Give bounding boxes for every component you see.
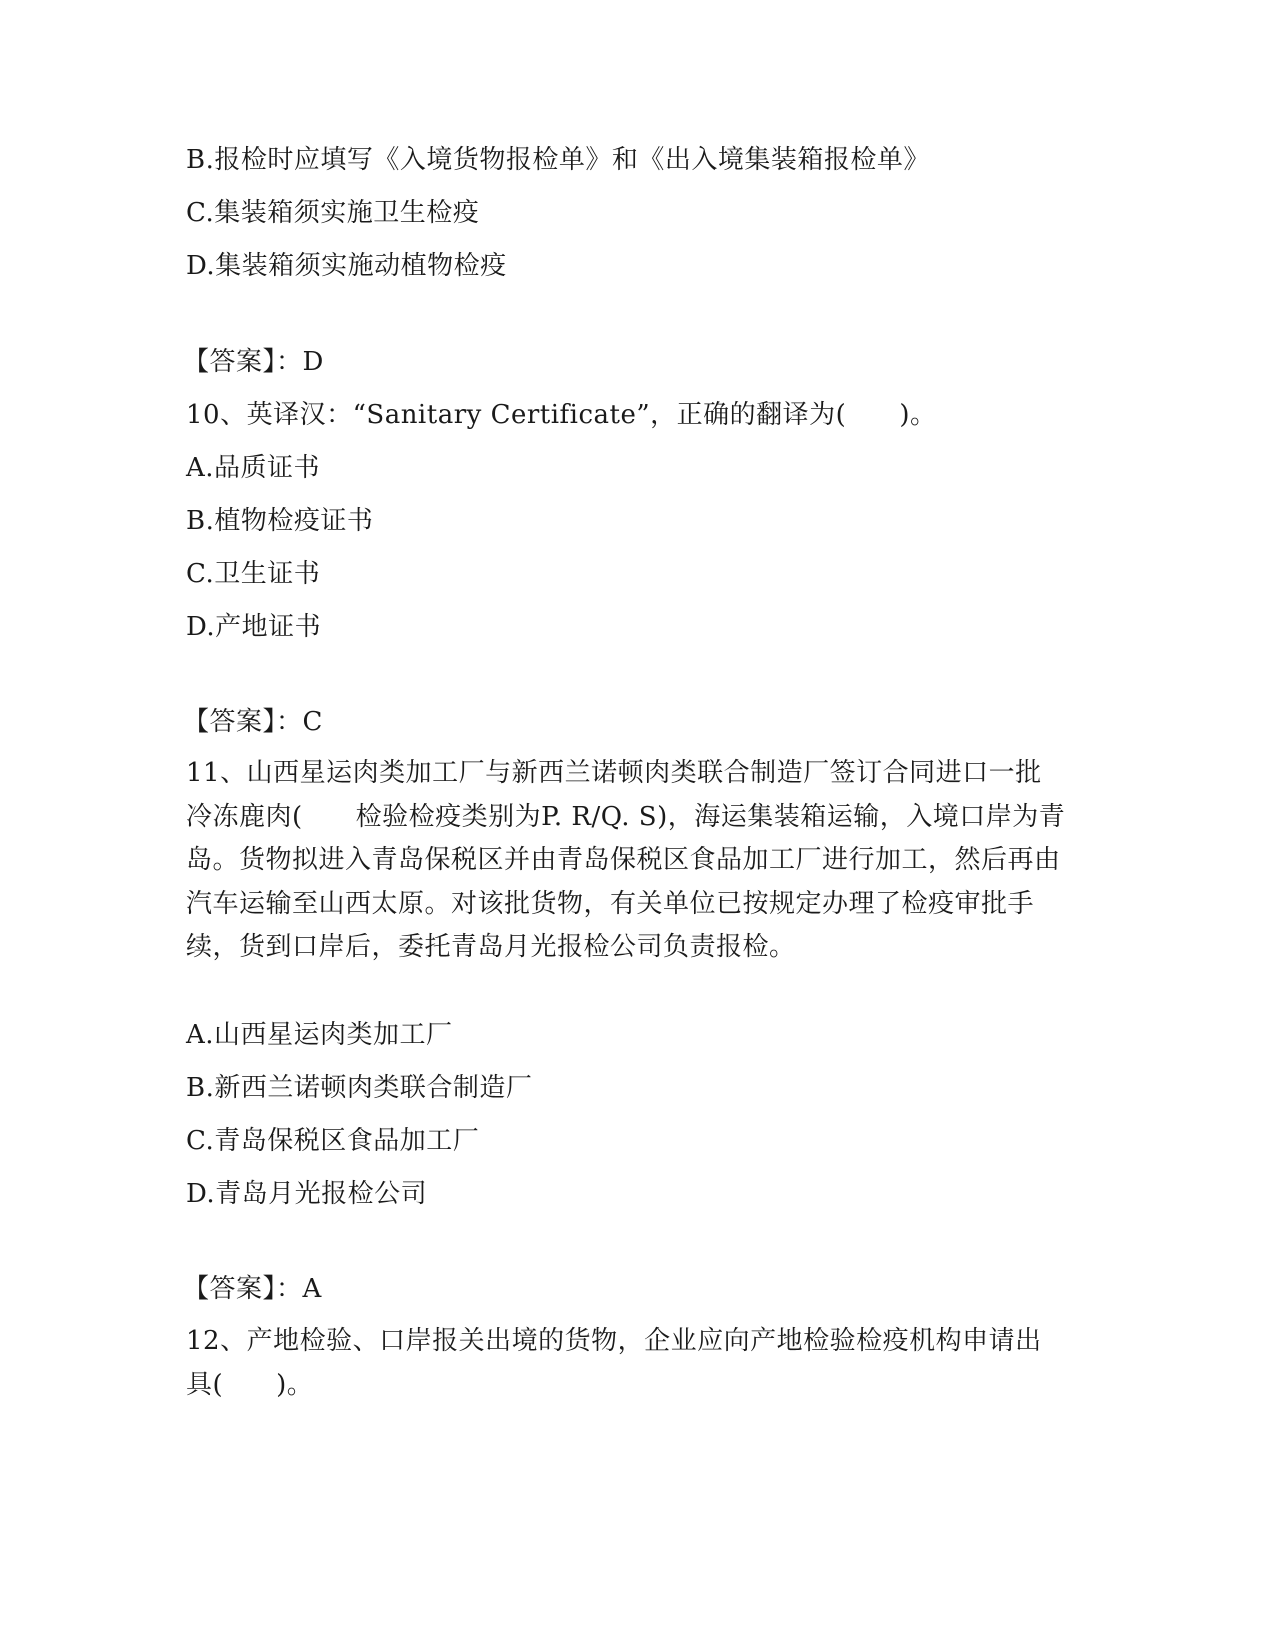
q9-option-d: D.集装箱须实施动植物检疫 (186, 251, 507, 281)
q10-option-a: A.品质证书 (186, 453, 321, 483)
q11-option-c: C.青岛保税区食品加工厂 (186, 1126, 480, 1156)
q10-option-c: C.卫生证书 (186, 559, 321, 589)
q11-option-d: D.青岛月光报检公司 (186, 1179, 428, 1209)
q11-option-b: B.新西兰诺顿肉类联合制造厂 (186, 1073, 533, 1103)
q12-question: 12、产地检验、口岸报关出境的货物，企业应向产地检验检疫机构申请出具( )。 (186, 1326, 1042, 1400)
q10-option-d: D.产地证书 (186, 612, 322, 642)
q10-answer: 【答案】：C (183, 707, 323, 737)
q9-option-c: C.集装箱须实施卫生检疫 (186, 198, 480, 228)
q11-answer: 【答案】：A (183, 1274, 322, 1304)
q10-question: 10、英译汉：“Sanitary Certificate”，正确的翻译为( )。 (186, 400, 937, 430)
q10-option-b: B.植物检疫证书 (186, 506, 374, 536)
q9-option-b: B.报检时应填写《入境货物报检单》和《出入境集装箱报检单》 (186, 145, 930, 175)
q11-question: 11、山西星运肉类加工厂与新西兰诺顿肉类联合制造厂签订合同进口一批冷冻鹿肉( 检验检疫类别为P. R/Q. S)，海运集装箱运输，入境口岸为青岛。货物拟进入青岛保税区并由青岛保税区食品加工厂进行加工，然后再由汽车运输至山西太原。对该批货物，有关单位已按规定办理了检疫审批手续，货到口岸后，委托青岛月光报检公司负责报检。 (186, 758, 1066, 962)
q11-option-a: A.山西星运肉类加工厂 (186, 1020, 453, 1050)
q9-answer: 【答案】：D (183, 347, 324, 377)
